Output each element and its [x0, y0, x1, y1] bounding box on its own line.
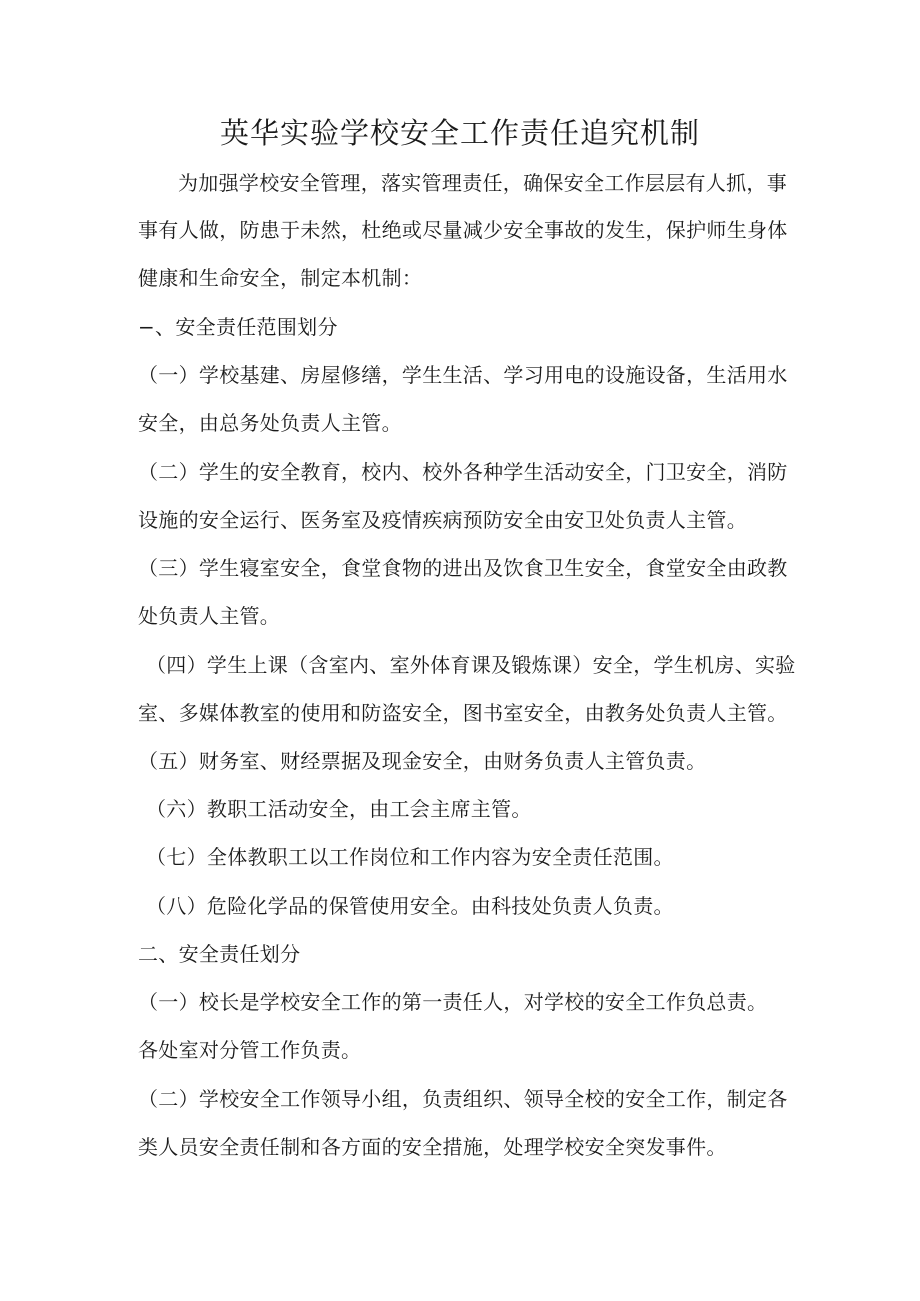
- paragraph-line: （二）学校安全工作领导小组，负责组织、领导全校的安全工作，制定各: [138, 1087, 788, 1111]
- paragraph-line: （六）教职工活动安全，由工会主席主管。: [146, 797, 532, 821]
- paragraph-line: （二）学生的安全教育，校内、校外各种学生活动安全，门卫安全，消防: [138, 460, 788, 484]
- section-heading: 二、安全责任划分: [138, 942, 301, 966]
- paragraph-line: 设施的安全运行、医务室及疫情疾病预防安全由安卫处负责人主管。: [138, 508, 747, 532]
- section-heading: −、安全责任范围划分: [138, 315, 338, 339]
- paragraph-line: （四）学生上课（含室内、室外体育课及锻炼课）安全，学生机房、实验: [146, 653, 796, 677]
- paragraph-line: 类人员安全责任制和各方面的安全措施，处理学校安全突发事件。: [138, 1135, 727, 1159]
- paragraph-line: 事有人做，防患于未然，杜绝或尽量减少安全事故的发生，保护师生身体: [138, 218, 788, 242]
- paragraph-line: 健康和生命安全，制定本机制：: [138, 266, 423, 290]
- paragraph-line: （八）危险化学品的保管使用安全。由科技处负责人负责。: [146, 894, 674, 918]
- paragraph-line: 安全，由总务处负责人主管。: [138, 411, 402, 435]
- document-title: 英华实验学校安全工作责任追究机制: [219, 116, 700, 150]
- paragraph-line: 室、多媒体教室的使用和防盗安全，图书室安全，由教务处负责人主管。: [138, 701, 788, 725]
- paragraph-line: 处负责人主管。: [138, 604, 281, 628]
- paragraph-line: （三）学生寝室安全，食堂食物的进出及饮食卫生安全，食堂安全由政教: [138, 556, 788, 580]
- paragraph-line: 各处室对分管工作负责。: [138, 1038, 362, 1062]
- paragraph-line: （一）校长是学校安全工作的第一责任人，对学校的安全工作负总责。: [138, 990, 768, 1014]
- paragraph-line: 为加强学校安全管理，落实管理责任，确保安全工作层层有人抓，事: [178, 171, 787, 195]
- paragraph-line: （一）学校基建、房屋修缮，学生生活、学习用电的设施设备，生活用水: [138, 363, 788, 387]
- paragraph-line: （七）全体教职工以工作岗位和工作内容为安全责任范围。: [146, 845, 674, 869]
- paragraph-line: （五）财务室、财经票据及现金安全，由财务负责人主管负责。: [138, 749, 707, 773]
